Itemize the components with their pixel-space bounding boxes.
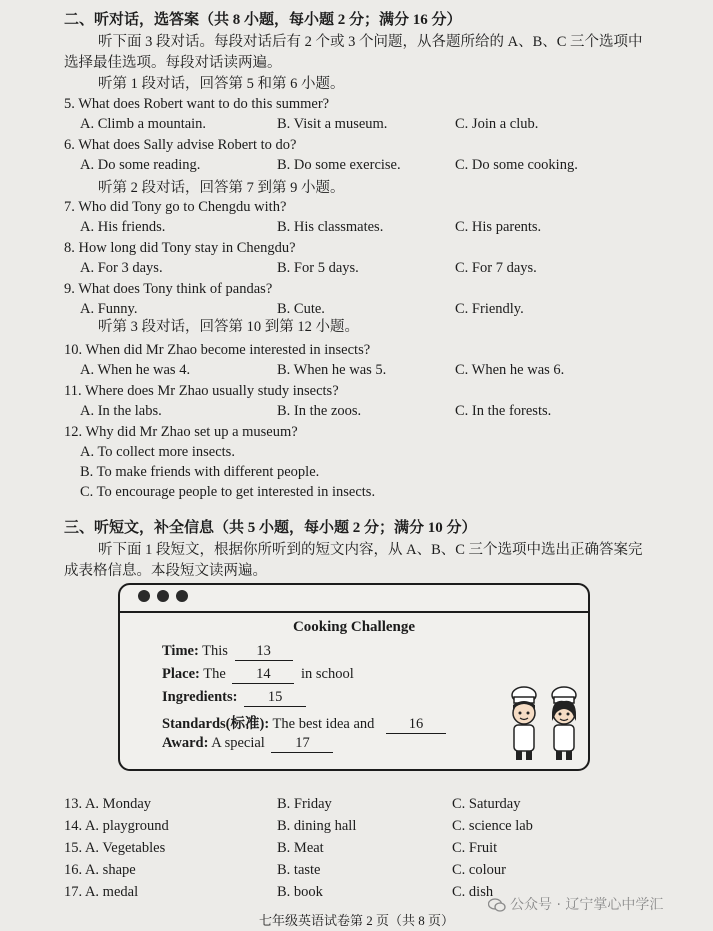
fill-option-b: B. Friday (277, 796, 332, 812)
answer-option-c: C. Join a club. (455, 116, 539, 132)
answer-option-a: A. Climb a mountain. (80, 116, 207, 132)
section3-instruction-2: 成表格信息。本段短文读两遍。 (64, 563, 267, 579)
answer-option-b: B. His classmates. (277, 219, 384, 235)
answer-option-c: C. Friendly. (455, 301, 524, 317)
answer-option-c: C. For 7 days. (455, 260, 537, 276)
question-text: 5. What does Robert want to do this summer? (64, 96, 330, 112)
section3-heading: 三、听短文，补全信息（共 5 小题，每小题 2 分；满分 10 分） (64, 520, 477, 536)
section2-heading: 二、听对话，选答案（共 8 小题，每小题 2 分；满分 16 分） (64, 12, 462, 28)
answer-option-a: A. Do some reading. (80, 157, 201, 173)
blank-15: 15 (244, 689, 306, 707)
page-footer: 七年级英语试卷第 2 页（共 8 页） (258, 913, 454, 928)
standards-field: Standards(标准): The best idea and 16 (162, 712, 449, 734)
dialogue3-instruction: 听第 3 段对话，回答第 10 到第 12 小题。 (98, 319, 359, 335)
fill-option-c: C. Saturday (452, 796, 521, 812)
card-title-bar (120, 585, 588, 613)
answer-option-c: C. His parents. (455, 219, 542, 235)
answer-option-c: C. Do some cooking. (455, 157, 578, 173)
watermark: 公众号 · 辽宁掌心中学汇 (488, 894, 663, 914)
section2-instruction-2: 选择最佳选项。每段对话读两遍。 (64, 55, 282, 71)
section2-instruction-1: 听下面 3 段对话。每段对话后有 2 个或 3 个问题，从各题所给的 A、B、C 三个选项中 (98, 34, 643, 50)
question-text: 12. Why did Mr Zhao set up a museum? (64, 424, 298, 440)
window-dot-icon (176, 590, 188, 602)
fill-option-c: C. dish (452, 884, 494, 900)
dialogue1-instruction: 听第 1 段对话，回答第 5 和第 6 小题。 (98, 76, 345, 92)
answer-option-c: C. When he was 6. (455, 362, 565, 378)
answer-option-b: B. For 5 days. (277, 260, 359, 276)
award-field: Award: A special 17 (162, 735, 336, 753)
answer-option-a: A. For 3 days. (80, 260, 163, 276)
question-text: 9. What does Tony think of pandas? (64, 281, 273, 297)
fill-option-c: C. science lab (452, 818, 533, 834)
window-dot-icon (138, 590, 150, 602)
answer-option-b: B. Cute. (277, 301, 325, 317)
answer-option-c: C. In the forests. (455, 403, 552, 419)
fill-option-a: 17. A. medal (64, 884, 139, 900)
answer-option-a: A. When he was 4. (80, 362, 191, 378)
answer-option-a: A. His friends. (80, 219, 166, 235)
answer-option-a: A. In the labs. (80, 403, 162, 419)
answer-option-b: B. To make friends with different people. (80, 464, 320, 480)
blank-13: 13 (235, 643, 293, 661)
blank-14: 14 (232, 666, 294, 684)
answer-option-b: B. When he was 5. (277, 362, 387, 378)
answer-option-c: C. To encourage people to get interested in insects. (80, 484, 376, 500)
fill-option-b: B. Meat (277, 840, 324, 856)
fill-option-a: 16. A. shape (64, 862, 136, 878)
answer-option-b: B. Do some exercise. (277, 157, 401, 173)
answer-option-a: A. To collect more insects. (80, 444, 235, 460)
fill-option-b: B. dining hall (277, 818, 357, 834)
question-text: 11. Where does Mr Zhao usually study insects? (64, 383, 339, 399)
ingredients-field: Ingredients: 15 (162, 689, 309, 707)
blank-16: 16 (386, 716, 446, 734)
question-text: 7. Who did Tony go to Chengdu with? (64, 199, 287, 215)
answer-option-b: B. Visit a museum. (277, 116, 388, 132)
answer-option-a: A. Funny. (80, 301, 138, 317)
blank-17: 17 (271, 735, 333, 753)
time-field: Time: This 13 (162, 643, 296, 661)
fill-option-b: B. taste (277, 862, 321, 878)
question-text: 6. What does Sally advise Robert to do? (64, 137, 297, 153)
answer-option-b: B. In the zoos. (277, 403, 362, 419)
place-field: Place: The 14 in school (162, 666, 354, 682)
section3-instruction-1: 听下面 1 段短文，根据你所听到的短文内容，从 A、B、C 三个选项中选出正确答案完 (98, 542, 643, 558)
fill-option-a: 14. A. playground (64, 818, 169, 834)
fill-option-a: 13. A. Monday (64, 796, 151, 812)
dialogue2-instruction: 听第 2 段对话，回答第 7 到第 9 小题。 (98, 180, 345, 196)
question-text: 10. When did Mr Zhao become interested in insects? (64, 342, 371, 358)
fill-option-c: C. colour (452, 862, 506, 878)
cooking-challenge-card (118, 583, 590, 771)
question-text: 8. How long did Tony stay in Chengdu? (64, 240, 296, 256)
card-title: Cooking Challenge (292, 619, 416, 635)
fill-option-a: 15. A. Vegetables (64, 840, 166, 856)
chef-kids-illustration (502, 685, 586, 763)
fill-option-b: B. book (277, 884, 323, 900)
fill-option-c: C. Fruit (452, 840, 498, 856)
window-dot-icon (157, 590, 169, 602)
